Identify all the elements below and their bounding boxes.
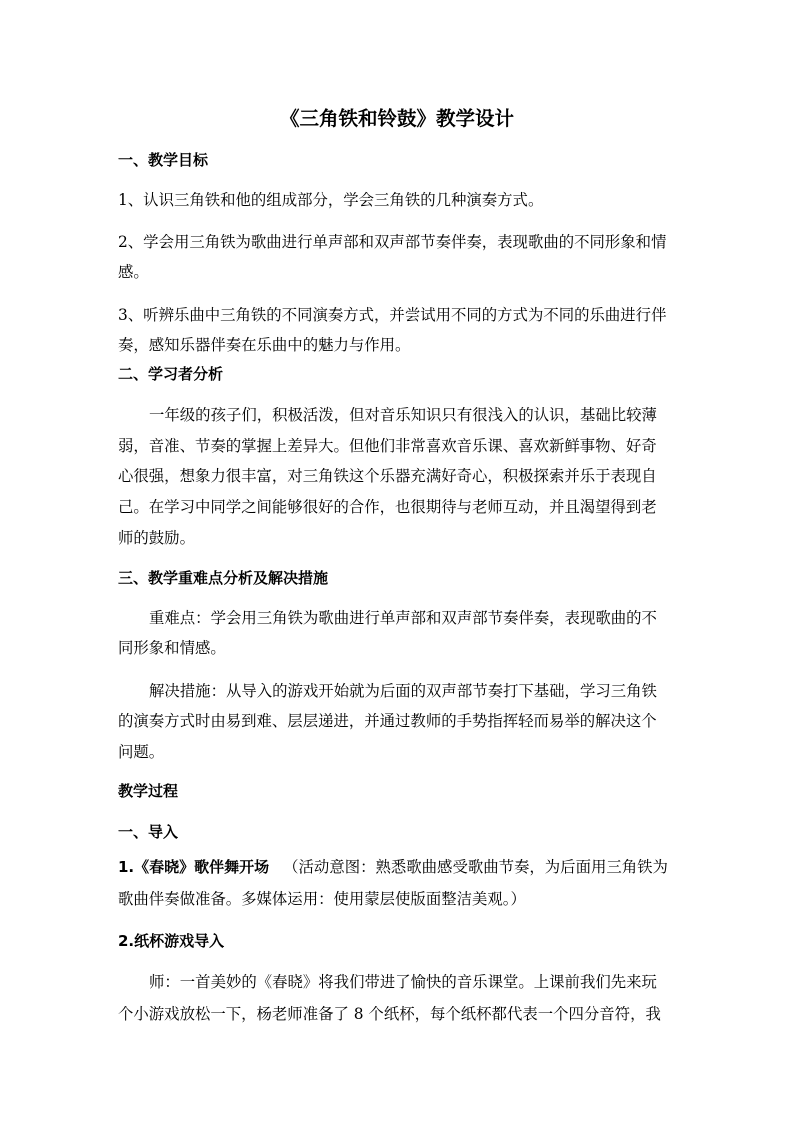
key-points-paragraph-1-line-2: 同形象和情感。	[118, 639, 226, 657]
objective-item-2-line-1: 2、学会用三角铁为歌曲进行单声部和双声部节奏伴奏，表现歌曲的不同形象和情	[118, 233, 667, 251]
process-item-1-note: （活动意图：熟悉歌曲感受歌曲节奏，为后面用三角铁为	[283, 858, 668, 876]
section-heading-objectives: 一、教学目标	[118, 151, 209, 169]
objective-item-3-line-2: 奏，感知乐器伴奏在乐曲中的魅力与作用。	[118, 336, 411, 354]
document-title: 《三角铁和铃鼓》教学设计	[279, 107, 514, 130]
process-item-2-title: 2.纸杯游戏导入	[118, 932, 225, 950]
learner-paragraph-line-3: 心很强，想象力很丰富，对三角铁这个乐器充满好奇心，积极探索并乐于表现自	[118, 467, 657, 485]
learner-paragraph-line-5: 师的鼓励。	[118, 529, 195, 547]
objective-item-3-line-1: 3、听辨乐曲中三角铁的不同演奏方式，并尝试用不同的方式为不同的乐曲进行伴	[118, 306, 667, 324]
key-points-paragraph-1-line-1: 重难点：学会用三角铁为歌曲进行单声部和双声部节奏伴奏，表现歌曲的不	[149, 609, 657, 627]
section-heading-teaching-process: 教学过程	[118, 782, 179, 800]
key-points-paragraph-2-line-1: 解决措施：从导入的游戏开始就为后面的双声部节奏打下基础，学习三角铁	[149, 682, 657, 700]
learner-paragraph-line-1: 一年级的孩子们，积极活泼，但对音乐知识只有很浅入的认识，基础比较薄	[149, 406, 657, 424]
objective-item-1: 1、认识三角铁和他的组成部分，学会三角铁的几种演奏方式。	[118, 191, 544, 209]
section-heading-learner-analysis: 二、学习者分析	[118, 365, 224, 383]
key-points-paragraph-2-line-2: 的演奏方式时由易到难、层层递进，并通过教师的手势指挥轻而易举的解决这个	[118, 712, 657, 730]
teacher-speech-line-1: 师：一首美妙的《春晓》将我们带进了愉快的音乐课堂。上课前我们先来玩	[149, 973, 657, 991]
process-item-1-line-2: 歌曲伴奏做准备。多媒体运用：使用蒙层使版面整洁美观。）	[118, 890, 526, 908]
process-item-1-line-1	[118, 857, 668, 877]
objective-item-2-line-2: 感。	[118, 263, 149, 281]
section-heading-key-points: 三、教学重难点分析及解决措施	[118, 569, 329, 587]
teacher-speech-line-2: 个小游戏放松一下，杨老师准备了 8 个纸杯，每个纸杯都代表一个四分音符，我	[118, 1005, 661, 1023]
learner-paragraph-line-4: 己。在学习中同学之间能够很好的合作，也很期待与老师互动，并且渴望得到老	[118, 498, 657, 516]
key-points-paragraph-2-line-3: 问题。	[118, 743, 165, 761]
learner-paragraph-line-2: 弱，音准、节奏的掌握上差异大。但他们非常喜欢音乐课、喜欢新鲜事物、好奇	[118, 437, 657, 455]
process-item-1-title: 1.《春晓》歌伴舞开场	[118, 858, 270, 876]
subsection-heading-introduction: 一、导入	[118, 823, 179, 841]
